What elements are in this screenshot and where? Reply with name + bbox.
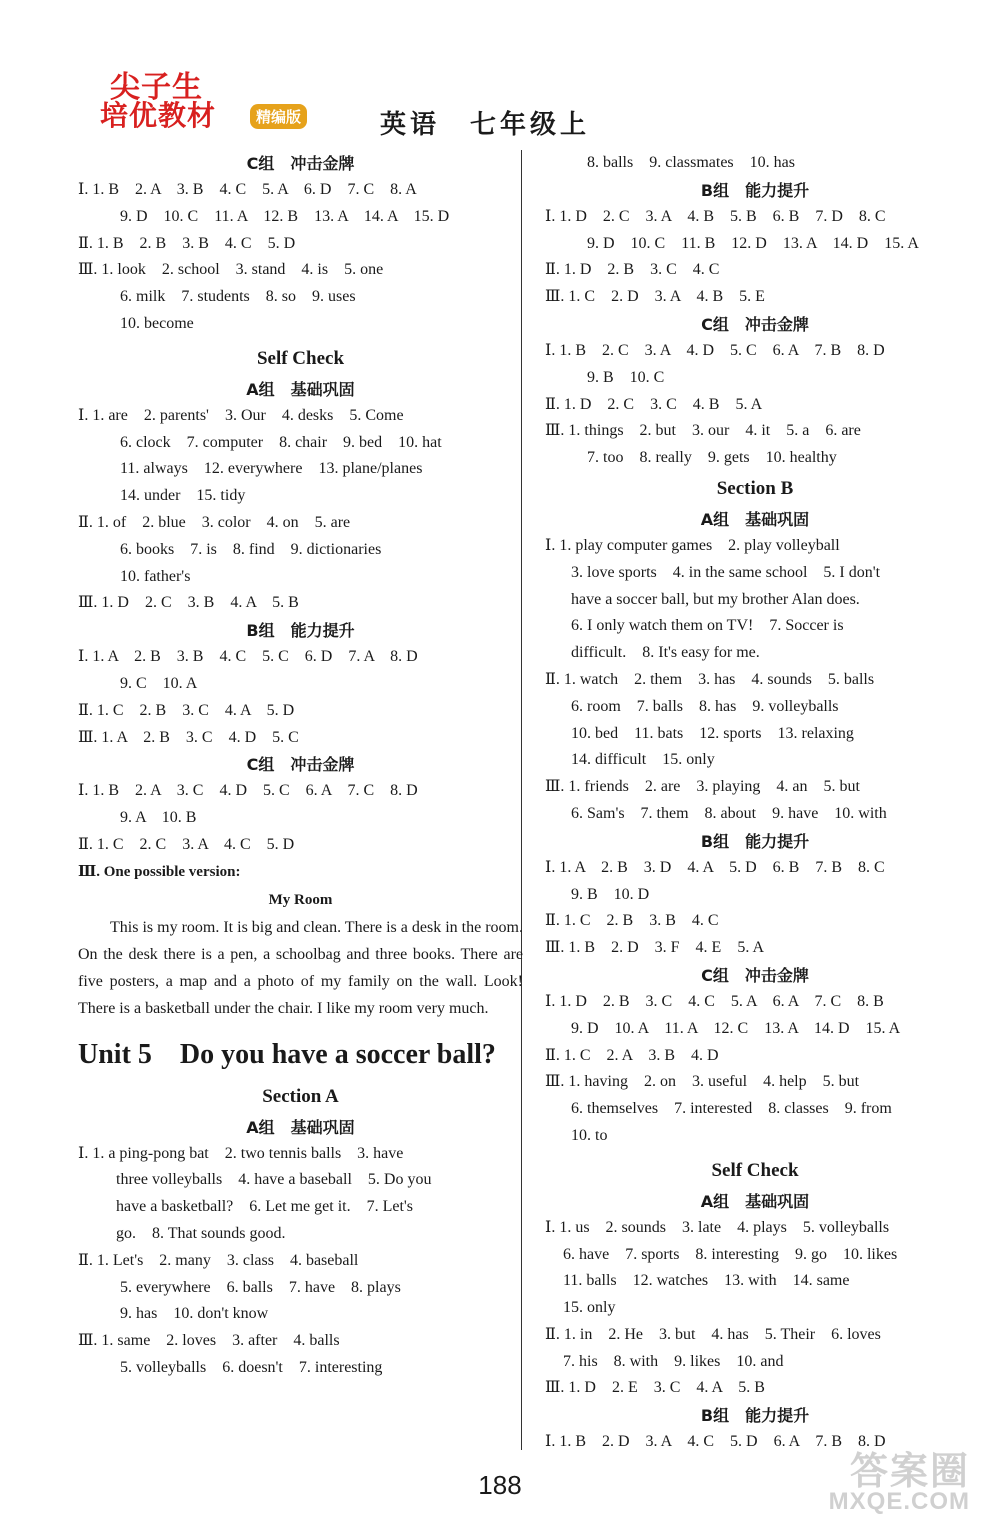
page-header: [80, 62, 940, 140]
answer-line: difficult. 8. It's easy for me.: [571, 644, 760, 662]
answer-line: Ⅲ. 1. B 2. D 3. F 4. E 5. A: [545, 939, 765, 957]
answer-line: 9. D 10. C 11. A 12. B 13. A 14. A 15. D: [120, 207, 450, 225]
answer-line: Ⅲ. 1. D 2. E 3. C 4. A 5. B: [545, 1379, 765, 1397]
answer-line: 9. B 10. D: [571, 885, 650, 903]
group-title: B组 能力提升: [700, 180, 810, 200]
answer-line: 6. have 7. sports 8. interesting 9. go 10. likes: [563, 1245, 898, 1263]
answer-line: Ⅱ. 1. D 2. C 3. C 4. B 5. A: [545, 395, 763, 413]
page-number: 188: [478, 1470, 522, 1500]
group-title: A组 基础巩固: [700, 509, 810, 529]
group-title: B组 能力提升: [700, 1406, 810, 1426]
group-title: B组 能力提升: [246, 621, 355, 641]
answer-line: Ⅱ. 1. D 2. B 3. C 4. C: [545, 261, 720, 279]
group-title: C组 冲击金牌: [701, 965, 809, 985]
answer-line: go. 8. That sounds good.: [116, 1224, 286, 1242]
watermark-logo: [830, 1440, 980, 1524]
answer-line: 7. too 8. really 9. gets 10. healthy: [587, 449, 837, 467]
answer-line: 6. I only watch them on TV! 7. Soccer is: [571, 617, 844, 635]
answer-line: Ⅰ. 1. B 2. C 3. A 4. D 5. C 6. A 7. B 8. D: [545, 341, 885, 359]
group-title: C组 冲击金牌: [246, 755, 355, 775]
answer-line: 11. always 12. everywhere 13. plane/planes: [120, 460, 423, 478]
answer-line: Ⅱ. 1. in 2. He 3. but 4. has 5. Their 6. loves: [545, 1325, 881, 1343]
logo-tag: 精编版: [250, 104, 307, 129]
logo-small-text: 尖子生: [110, 70, 203, 105]
answer-line: 9. C 10. A: [120, 674, 198, 692]
group-title: A组 基础巩固: [246, 1117, 355, 1137]
group-title: B组 能力提升: [700, 831, 810, 851]
answer-line: Ⅰ. 1. a ping-pong bat 2. two tennis balls 3. have: [78, 1144, 404, 1162]
group-title: A组 基础巩固: [246, 379, 355, 399]
answer-line: 9. has 10. don't know: [120, 1305, 269, 1323]
right-column: [545, 150, 965, 1456]
answer-line: three volleyballs 4. have a baseball 5. Do you: [116, 1171, 432, 1189]
answer-line: Ⅰ. 1. D 2. B 3. C 4. C 5. A 6. A 7. C 8. B: [545, 992, 884, 1010]
group-title: A组 基础巩固: [700, 1191, 810, 1211]
answer-line: 10. to: [571, 1126, 608, 1144]
section-title: Section A: [262, 1085, 339, 1107]
answer-line: have a soccer ball, but my brother Alan does.: [571, 590, 860, 608]
answer-line: 6. themselves 7. interested 8. classes 9. from: [571, 1100, 892, 1118]
watermark-text-big: 答案圈: [849, 1449, 970, 1493]
answer-line: Ⅱ. 1. Let's 2. many 3. class 4. baseball: [78, 1251, 359, 1269]
answer-line: Ⅱ. 1. C 2. B 3. C 4. A 5. D: [78, 701, 295, 719]
answer-line: have a basketball? 6. Let me get it. 7. Let's: [116, 1198, 414, 1216]
answer-line: Ⅰ. 1. play computer games 2. play volleyball: [545, 536, 840, 554]
essay-text: This is my room. It is big and clean. There is a desk in the room. On the desk there is a pen, a schoolbag and three books. There are five posters, a map and a photo of my family on the wall. Look! There is a basketball under the chair. I like my room very much.: [78, 918, 523, 1017]
answer-line: Ⅱ. 1. C 2. B 3. B 4. C: [545, 912, 719, 930]
answer-line: Ⅲ. 1. friends 2. are 3. playing 4. an 5. but: [545, 778, 860, 796]
answer-line: 6. books 7. is 8. find 9. dictionaries: [120, 540, 382, 558]
answer-line: Ⅰ. 1. B 2. A 3. C 4. D 5. C 6. A 7. C 8. D: [78, 782, 418, 800]
answer-line: 9. D 10. A 11. A 12. C 13. A 14. D 15. A: [571, 1019, 901, 1037]
book-logo: [80, 62, 350, 134]
answer-line: Ⅱ. 1. watch 2. them 3. has 4. sounds 5. balls: [545, 670, 875, 688]
logo-big-text: 培优教材: [100, 99, 217, 132]
answer-line: Ⅱ. 1. B 2. B 3. B 4. C 5. D: [78, 234, 296, 252]
answer-line: 10. become: [120, 314, 194, 332]
answer-line: 9. D 10. C 11. B 12. D 13. A 14. D 15. A: [587, 234, 919, 252]
answer-line: 15. only: [563, 1299, 616, 1317]
answer-line: 10. bed 11. bats 12. sports 13. relaxing: [571, 724, 854, 742]
section-title: Self Check: [711, 1159, 799, 1181]
answer-line: Ⅱ. 1. C 2. C 3. A 4. C 5. D: [78, 835, 295, 853]
answer-line: Ⅰ. 1. are 2. parents' 3. Our 4. desks 5. Come: [78, 406, 404, 424]
answer-line: 14. under 15. tidy: [120, 487, 246, 505]
answer-line: 5. volleyballs 6. doesn't 7. interesting: [120, 1358, 383, 1376]
answer-line: Ⅲ. 1. D 2. C 3. B 4. A 5. B: [78, 594, 299, 612]
answer-line: Ⅲ. 1. having 2. on 3. useful 4. help 5. but: [545, 1073, 860, 1091]
answer-line: Ⅰ. 1. D 2. C 3. A 4. B 5. B 6. B 7. D 8. C: [545, 207, 886, 225]
left-column: [78, 150, 523, 1382]
answer-line: 6. room 7. balls 8. has 9. volleyballs: [571, 697, 839, 715]
answer-line: 5. everywhere 6. balls 7. have 8. plays: [120, 1278, 401, 1296]
answer-line: Ⅲ. 1. A 2. B 3. C 4. D 5. C: [78, 728, 299, 746]
answer-line: 14. difficult 15. only: [571, 751, 715, 769]
answer-line: Ⅲ. 1. C 2. D 3. A 4. B 5. E: [545, 288, 765, 306]
group-title: C组 冲击金牌: [701, 314, 809, 334]
answer-line: Ⅰ. 1. us 2. sounds 3. late 4. plays 5. volleyballs: [545, 1218, 890, 1236]
answer-line: 7. his 8. with 9. likes 10. and: [563, 1352, 784, 1370]
answer-line: Ⅲ. 1. things 2. but 3. our 4. it 5. a 6. are: [545, 422, 861, 440]
section-title: Section B: [716, 477, 794, 499]
answer-line: Ⅱ. 1. C 2. A 3. B 4. D: [545, 1046, 719, 1064]
answer-line: Ⅰ. 1. A 2. B 3. B 4. C 5. C 6. D 7. A 8. D: [78, 648, 418, 666]
answer-line: Ⅲ. One possible version:: [78, 863, 241, 880]
answer-line: 6. Sam's 7. them 8. about 9. have 10. with: [571, 804, 887, 822]
essay-title: My Room: [268, 891, 333, 908]
answer-line: Ⅰ. 1. A 2. B 3. D 4. A 5. D 6. B 7. B 8. C: [545, 858, 885, 876]
watermark-text-small: MXQE.COM: [828, 1488, 970, 1515]
answer-line: Ⅲ. 1. same 2. loves 3. after 4. balls: [78, 1332, 340, 1350]
answer-line: 8. balls 9. classmates 10. has: [587, 154, 795, 171]
answer-line: 10. father's: [120, 567, 191, 585]
answer-line: 9. B 10. C: [587, 368, 665, 386]
answer-line: 6. milk 7. students 8. so 9. uses: [120, 288, 356, 306]
section-title: Self Check: [256, 347, 345, 369]
answer-line: Ⅰ. 1. B 2. A 3. B 4. C 5. A 6. D 7. C 8. A: [78, 181, 417, 198]
answer-line: 6. clock 7. computer 8. chair 9. bed 10. hat: [120, 433, 442, 451]
unit-title: Unit 5 Do you have a soccer ball?: [78, 1038, 496, 1070]
answer-line: 11. balls 12. watches 13. with 14. same: [563, 1272, 850, 1290]
answer-line: 9. A 10. B: [120, 809, 197, 827]
answer-line: 3. love sports 4. in the same school 5. I don't: [571, 563, 881, 581]
answer-line: Ⅲ. 1. look 2. school 3. stand 4. is 5. one: [78, 261, 384, 279]
answer-line: Ⅱ. 1. of 2. blue 3. color 4. on 5. are: [78, 513, 351, 531]
answer-line: Ⅰ. 1. B 2. D 3. A 4. C 5. D 6. A 7. B 8. D: [545, 1433, 886, 1451]
group-title: C组 冲击金牌: [246, 154, 355, 173]
subject-title: 英语 七年级上: [380, 110, 591, 140]
